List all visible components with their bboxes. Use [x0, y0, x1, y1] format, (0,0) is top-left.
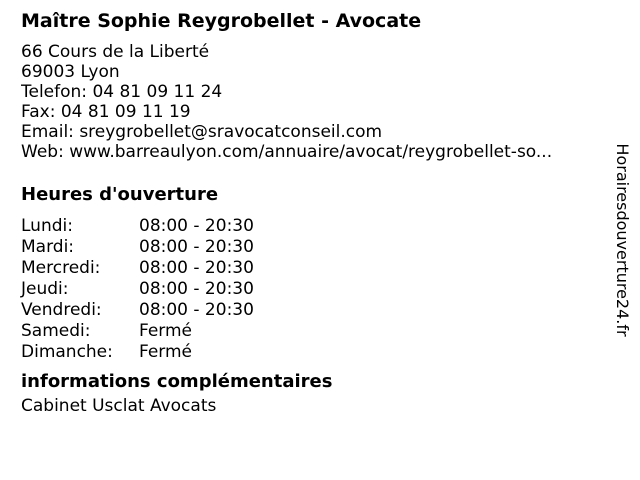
site-watermark: Horairesdouverture24.fr — [613, 143, 632, 337]
day-hours: Fermé — [139, 342, 193, 362]
email-label: Email: — [21, 122, 74, 142]
listing-content — [21, 0, 592, 416]
day-hours: 08:00 - 20:30 — [139, 258, 254, 278]
web-label: Web: — [21, 142, 64, 162]
day-hours: 08:00 - 20:30 — [139, 237, 254, 257]
email-value: sreygrobellet@sravocatconseil.com — [79, 122, 383, 142]
day-label: Mercredi: — [21, 258, 101, 278]
day-label: Jeudi: — [21, 279, 69, 299]
hours-row-saturday — [21, 321, 592, 342]
address-street: 66 Cours de la Liberté — [21, 42, 210, 62]
hours-row-wednesday — [21, 258, 592, 279]
day-label: Samedi: — [21, 321, 91, 341]
fax-line — [21, 102, 592, 122]
hours-row-thursday — [21, 279, 592, 300]
additional-info-heading: informations complémentaires — [21, 371, 333, 392]
day-hours: 08:00 - 20:30 — [139, 216, 254, 236]
day-label: Dimanche: — [21, 342, 113, 362]
phone-value: 04 81 09 11 24 — [92, 82, 223, 102]
hours-heading: Heures d'ouverture — [21, 184, 219, 205]
day-hours: Fermé — [139, 321, 193, 341]
phone-line — [21, 82, 592, 102]
web-line — [21, 142, 592, 162]
fax-label: Fax: — [21, 102, 56, 122]
hours-row-tuesday — [21, 237, 592, 258]
hours-row-friday — [21, 300, 592, 321]
address-city: 69003 Lyon — [21, 62, 120, 82]
day-label: Lundi: — [21, 216, 73, 236]
hours-row-monday — [21, 216, 592, 237]
day-hours: 08:00 - 20:30 — [139, 279, 254, 299]
email-line — [21, 122, 592, 142]
day-hours: 08:00 - 20:30 — [139, 300, 254, 320]
web-value: www.barreaulyon.com/annuaire/avocat/reygrobellet-so... — [69, 142, 553, 162]
hours-row-sunday — [21, 342, 592, 363]
phone-label: Telefon: — [21, 82, 88, 102]
contact-block — [21, 42, 592, 162]
day-label: Vendredi: — [21, 300, 102, 320]
hours-table — [21, 216, 592, 363]
day-label: Mardi: — [21, 237, 75, 257]
page-title: Maître Sophie Reygrobellet - Avocate — [21, 10, 422, 32]
fax-value: 04 81 09 11 19 — [60, 102, 191, 122]
additional-info-text: Cabinet Usclat Avocats — [21, 396, 217, 416]
